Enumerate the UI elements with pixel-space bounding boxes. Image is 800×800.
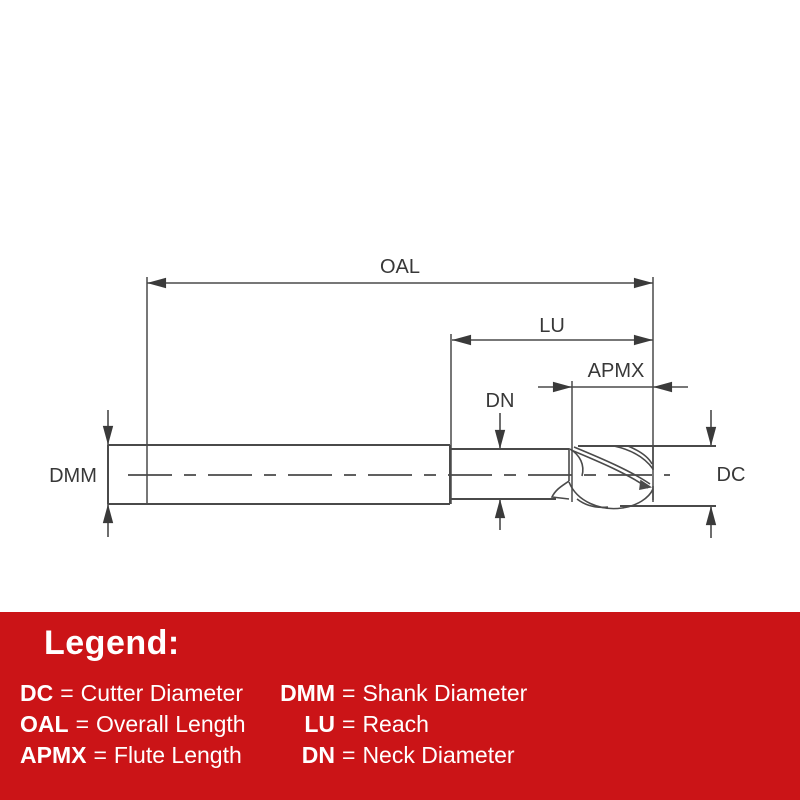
dim-label-dmm: DMM [49,465,97,487]
legend-abbr: APMX [20,742,87,768]
legend-desc: Reach [362,711,429,737]
legend-desc: Neck Diameter [362,742,515,768]
flute-bottom-arc [577,499,608,507]
legend-item-dmm [270,680,527,707]
flute-end-scoop-inner [628,446,652,464]
legend-equals: = [93,742,107,768]
legend-abbr: DN [301,742,335,768]
legend-row [20,740,800,771]
legend-equals: = [75,711,89,737]
legend-row [20,709,800,740]
legend-equals: = [60,680,74,706]
legend-grid [0,678,800,771]
legend-item-oal [20,711,270,738]
legend-desc: Flute Length [113,742,242,768]
legend-equals: = [342,711,356,737]
dim-label-apmx: APMX [587,360,645,382]
legend-abbr: DC [20,680,54,706]
legend-equals: = [342,680,356,706]
legend-abbr: LU [304,711,335,737]
cutter-flutes [552,446,653,509]
legend-equals: = [342,742,356,768]
legend-abbr: DMM [280,680,335,706]
legend-desc: Shank Diameter [362,680,528,706]
dim-label-dc: DC [716,464,746,486]
legend-title: Legend: [44,624,180,662]
dim-label-oal: OAL [379,256,421,278]
legend-abbr: OAL [20,711,69,737]
legend-item-apmx [20,742,270,769]
extension-lines [147,277,653,504]
legend-desc: Overall Length [96,711,246,737]
dim-label-dn: DN [485,390,515,412]
legend-desc: Cutter Diameter [80,680,243,706]
dimension-lines [108,283,711,538]
legend-item-dc [20,680,270,707]
flute-helix-upper-line [574,447,650,484]
dim-label-lu: LU [539,315,565,337]
legend-item-lu [270,711,429,738]
legend-panel [0,612,800,800]
legend-item-dn [270,742,515,769]
cutter-left-notch [552,481,569,499]
legend-row [20,678,800,709]
